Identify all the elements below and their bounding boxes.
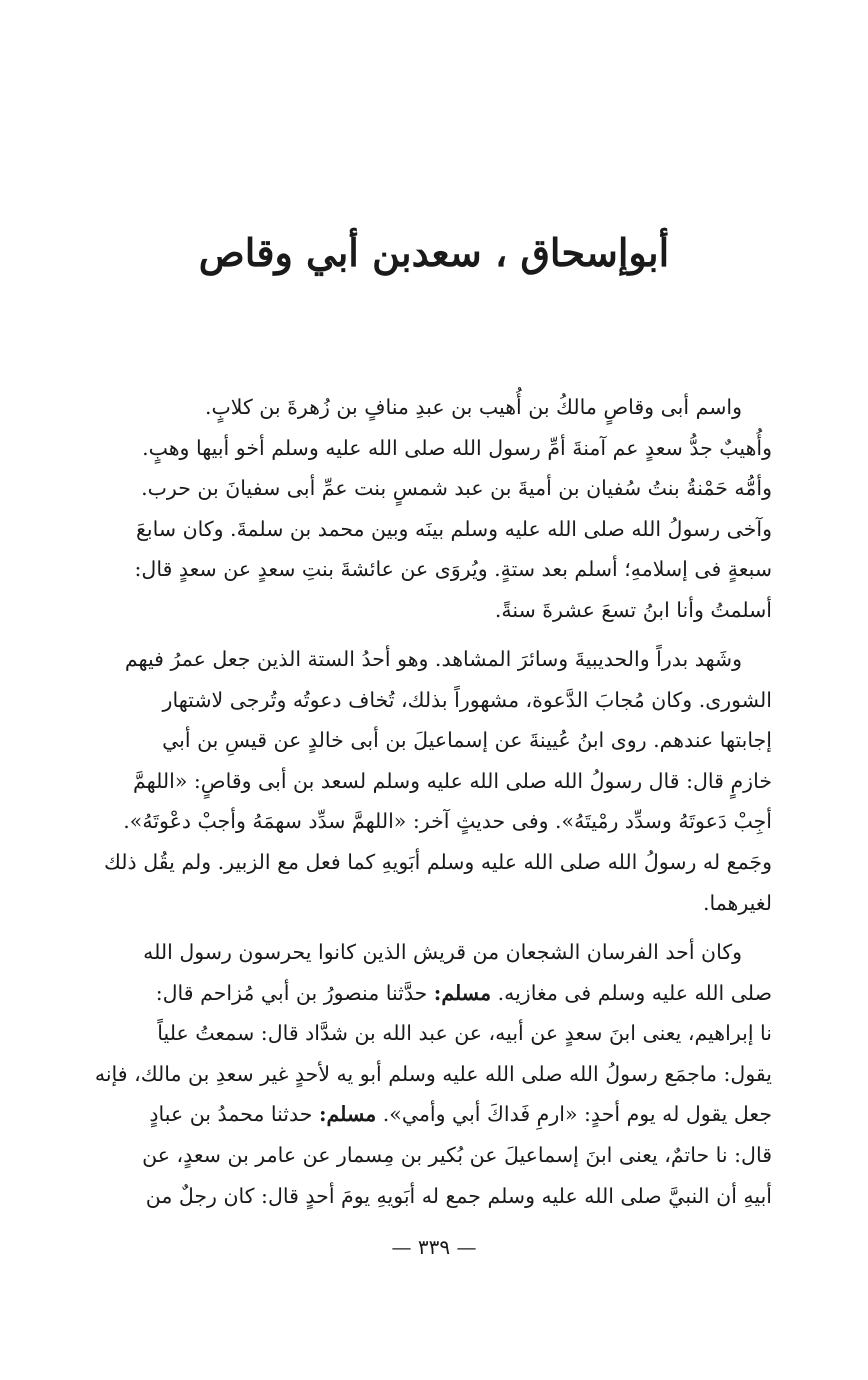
text-line: لغيرهما. [702, 890, 772, 915]
text-line: نا إبراهيم، يعنى ابنَ سعدٍ عن أبيه، عن عبد الله بن شدَّاد قال: سمعتُ علياً [157, 1021, 772, 1046]
text-line: وأمُّه حَمْنةُ بنتُ سُفيان بن أميةَ بن عبد شمسٍ بنت عمِّ أبى سفيانَ بن حرب. [141, 476, 772, 501]
page-number: — ٣٣٩ — [391, 1235, 477, 1259]
source-label: مسلم: [433, 980, 492, 1005]
page-title: أبوإسحاق ، سعدبن أبي وقاص [198, 230, 670, 276]
text-line: الشورى. وكان مُجابَ الدَّعوة، مشهوراً بذلك، تُخاف دعوتُه وتُرجى لاشتهار [162, 687, 772, 712]
text-line: إجابتها عندهم. روى ابنُ عُيينةَ عن إسماعيلَ بن أبى خالدٍ عن قيسِ بن أبي [162, 728, 772, 753]
text-line: قال: نا حاتمٌ، يعنى ابنَ إسماعيلَ عن بُكير بن مِسمار عن عامر بن سعدٍ، عن [142, 1142, 772, 1167]
text-line: وشَهد بدراً والحديبيةَ وسائرَ المشاهد. وهو أحدُ الستة الذين جعل عمرُ فيهم [124, 647, 742, 671]
paragraph-2 [92, 639, 772, 923]
text-line: واسم أبى وقاصٍ مالكُ بن أُهيب بن عبدِ منافٍ بن زُهرةَ بن كلابٍ. [204, 395, 742, 419]
text-line: أجِبْ دَعوتَهُ وسدِّد رمْيتَهُ». وفى حديثٍ آخر: «اللهمَّ سدِّد سهمَهُ وأجبْ دعْوتَهُ». [123, 809, 772, 834]
text-line: وكان أحد الفرسان الشجعان من قريش الذين كانوا يحرسون رسول الله [143, 940, 742, 964]
text-line: صلى الله عليه وسلم فى مغازيه. مسلم: حدَّثنا منصورُ بن أبي مُزاحم قال: [155, 980, 772, 1005]
text-line: وآخى رسولُ الله صلى الله عليه وسلم بينَه وبين محمد بن سلمةَ. وكان سابعَ [136, 516, 772, 541]
source-label: مسلم: [318, 1102, 377, 1127]
text-line: أسلمتُ وأنا ابنُ تسعَ عشرةَ سنةً. [494, 597, 772, 622]
paragraph-1 [92, 387, 772, 631]
paragraph-3 [92, 932, 772, 1216]
text-line: جعل يقول له يوم أحدٍ: «ارمِ فَداكَ أبي وأمي». مسلم: حدثنا محمدُ بن عبادٍ [149, 1102, 772, 1127]
text-line: وجَمع له رسولُ الله صلى الله عليه وسلم أبَويهِ كما فعل مع الزبير. ولم يقُل ذلك [104, 849, 772, 874]
text-line: خازمٍ قال: قال رسولُ الله صلى الله عليه وسلم لسعد بن أبى وقاصٍ: «اللهمَّ [133, 768, 772, 793]
text-line: أبيهِ أن النبيَّ صلى الله عليه وسلم جمع له أبَويهِ يومَ أحدٍ قال: كان رجلٌ من [145, 1183, 772, 1208]
text-line: وأُهيبٌ جدُّ سعدٍ عم آمنةَ أمِّ رسول الله صلى الله عليه وسلم أخو أبيها وهبٍ. [142, 435, 772, 460]
text-line: سبعةٍ فى إسلامهِ؛ أسلم بعد ستةٍ. ويُروَى عن عائشةَ بنتِ سعدٍ عن سعدٍ قال: [134, 557, 772, 582]
text-line: يقول: ماجمَع رسولُ الله صلى الله عليه وسلم أبو يه لأحدٍ غير سعدِ بن مالك، فإنه [94, 1061, 772, 1086]
